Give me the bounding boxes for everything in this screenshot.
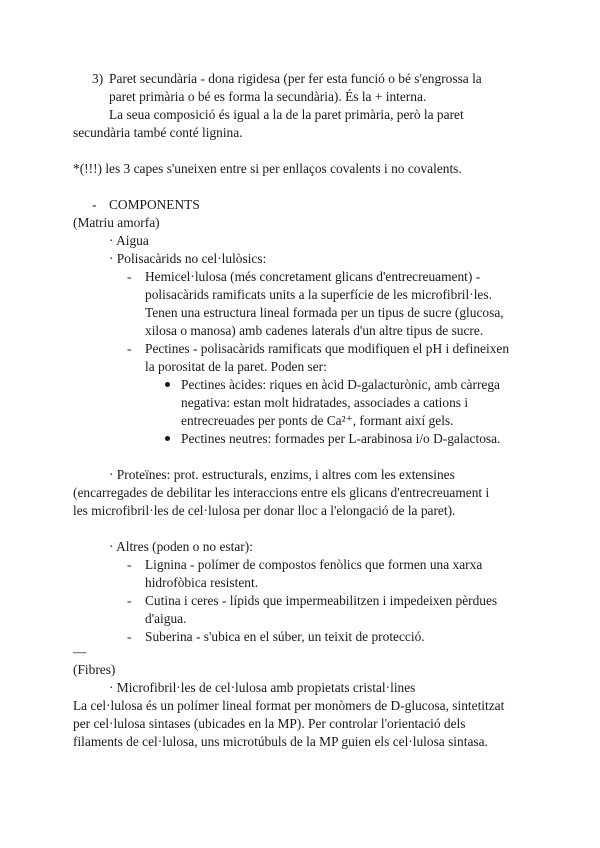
pectines-line-1: Pectines - polisacàrids ramificats que modifiquen el pH i defineixen [145, 341, 510, 356]
hemicellulosa-line-4: xilosa o manosa) amb cadenes laterals d'un altre tipus de sucre. [145, 323, 484, 338]
components-dash: - [92, 197, 97, 212]
microfibril-item: · Microfibril·les de cel·lulosa amb propietats cristal·lines [109, 680, 416, 695]
section3-line-1: Paret secundària - dona rigidesa (per fer esta funció o bé s'engrossa la [109, 71, 482, 86]
bullet-icon [165, 382, 170, 387]
proteines-line-3: les microfibril·les de cel·lulosa per donar lloc a l'elongació de la paret). [73, 503, 456, 518]
dash-marker: - [127, 593, 132, 608]
cellulosa-line-3: filaments de cel·lulosa, uns microtúbuls de la MP guien els cel·lulosa sintasa. [73, 734, 488, 749]
pectines-neutres-line: Pectines neutres: formades per L-arabinosa i/o D-galactosa. [181, 431, 501, 446]
bullet-icon [165, 436, 170, 441]
separator-dash: — [73, 644, 87, 659]
pectines-acides-line-3: entrecreuades per ponts de Ca²⁺, formant així gels. [181, 413, 454, 428]
dash-marker: - [127, 341, 132, 356]
cellulosa-line-1: La cel·lulosa és un polímer lineal format per monòmers de D-glucosa, sintetitzat [73, 698, 505, 713]
section3-line-4: secundària també conté lignina. [73, 125, 243, 140]
dash-marker: - [127, 269, 132, 284]
cellulosa-line-2: per cel·lulosa sintases (ubicades en la MP). Per controlar l'orientació dels [73, 716, 466, 731]
hemicellulosa-line-3: Tenen una estructura lineal formada per un tipus de sucre (glucosa, [145, 305, 504, 320]
pectines-line-2: la porositat de la paret. Poden ser: [145, 359, 327, 374]
lignina-line-1: Lignina - polímer de compostos fenòlics que formen una xarxa [145, 557, 483, 572]
dash-marker: - [127, 629, 132, 644]
altres-item: · Altres (poden o no estar): [109, 539, 253, 554]
proteines-line-1: · Proteïnes: prot. estructurals, enzims, i altres com les extensines [109, 467, 455, 482]
fibres-label: (Fibres) [73, 662, 116, 677]
lignina-line-2: hidrofòbica resistent. [145, 575, 259, 590]
pectines-acides-line-2: negativa: estan molt hidratades, associades a cations i [181, 395, 469, 410]
aigua-item: · Aigua [109, 233, 149, 248]
proteines-line-2: (encarregades de debilitar les interaccions entre els glicans d'entrecreuament i [73, 485, 490, 500]
hemicellulosa-line-2: polisacàrids ramificats units a la superfície de les microfibril·les. [145, 287, 492, 302]
polisacarids-item: · Polisacàrids no cel·lulòsics: [109, 251, 267, 266]
pectines-acides-line-1: Pectines àcides: riques en àcid D-galacturònic, amb càrrega [181, 377, 500, 392]
section3-line-2: paret primària o bé es forma la secundària). És la + interna. [109, 89, 427, 104]
note-line: *(!!!) les 3 capes s'uneixen entre si per enllaços covalents i no covalents. [73, 161, 462, 176]
dash-marker: - [127, 557, 132, 572]
suberina-line: Suberina - s'ubica en el súber, un teixit de protecció. [145, 629, 425, 644]
section-number: 3) [92, 71, 104, 86]
components-title: COMPONENTS [109, 197, 200, 212]
cutina-line-1: Cutina i ceres - lípids que impermeabilitzen i impedeixen pèrdues [145, 593, 498, 608]
matrix-label: (Matriu amorfa) [73, 215, 160, 230]
hemicellulosa-line-1: Hemicel·lulosa (més concretament glicans d'entrecreuament) - [145, 269, 481, 284]
section3-line-3: La seua composició és igual a la de la paret primària, però la paret [109, 107, 464, 122]
cutina-line-2: d'aigua. [145, 611, 187, 626]
